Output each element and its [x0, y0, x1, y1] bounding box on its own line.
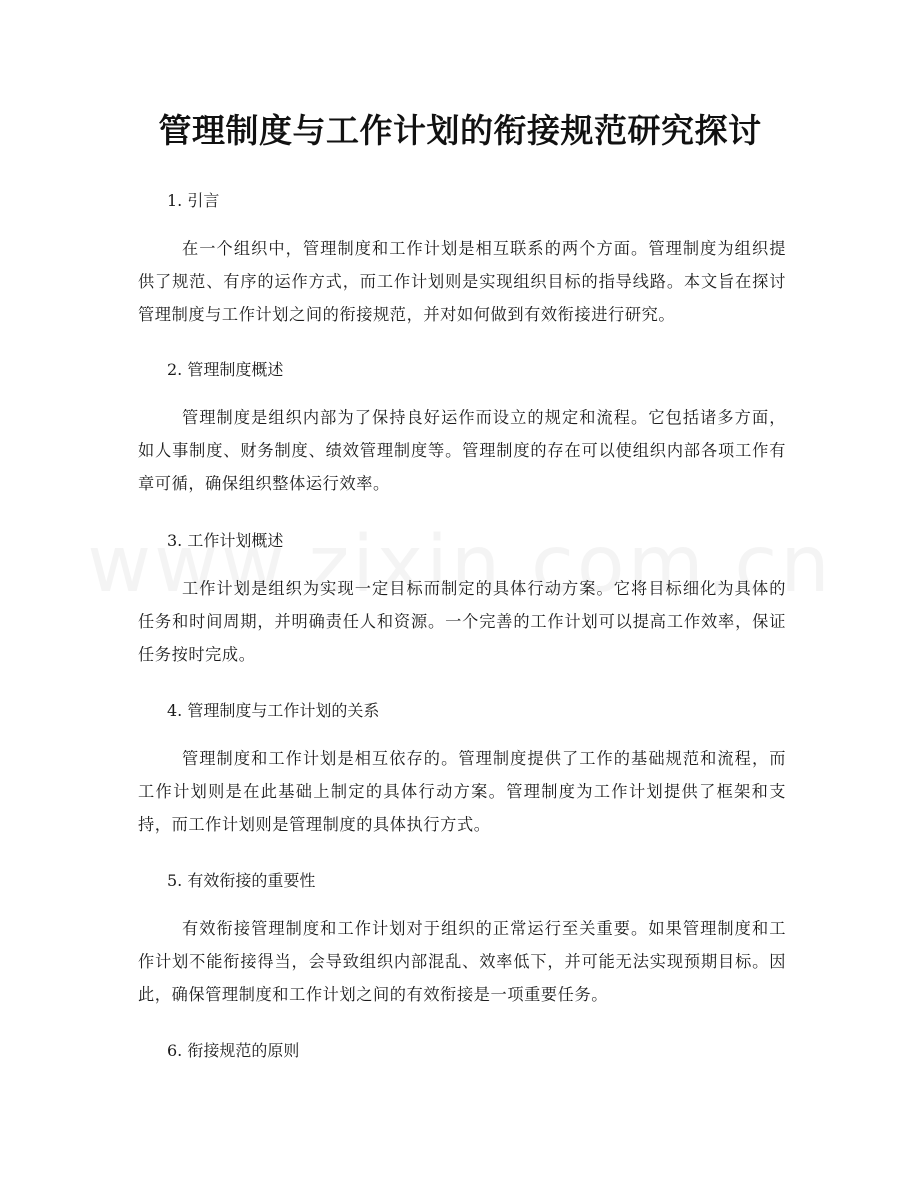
section-body-1: 在一个组织中，管理制度和工作计划是相互联系的两个方面。管理制度为组织提供了规范、有序的运作方式，而工作计划则是实现组织目标的指导线路。本文旨在探讨管理制度与工作计划之间的衔接规范，并对如何做到有效衔接进行研究。	[138, 239, 786, 324]
section-heading-4: 4. 管理制度与工作计划的关系	[167, 701, 380, 720]
section-body-2: 管理制度是组织内部为了保持良好运作而设立的规定和流程。它包括诸多方面，如人事制度、财务制度、绩效管理制度等。管理制度的存在可以使组织内部各项工作有章可循，确保组织整体运行效率。	[138, 408, 786, 493]
section-heading-3: 3. 工作计划概述	[167, 531, 284, 550]
section-heading-6: 6. 衔接规范的原则	[167, 1041, 300, 1060]
section-heading-5: 5. 有效衔接的重要性	[167, 871, 316, 890]
section-heading-2: 2. 管理制度概述	[167, 360, 284, 379]
section-body-4: 管理制度和工作计划是相互依存的。管理制度提供了工作的基础规范和流程，而工作计划则是在此基础上制定的具体行动方案。管理制度为工作计划提供了框架和支持，而工作计划则是管理制度的具体执行方式。	[138, 749, 786, 834]
section-body-5: 有效衔接管理制度和工作计划对于组织的正常运行至关重要。如果管理制度和工作计划不能衔接得当，会导致组织内部混乱、效率低下，并可能无法实现预期目标。因此，确保管理制度和工作计划之间的有效衔接是一项重要任务。	[138, 919, 786, 1004]
document-title: 管理制度与工作计划的衔接规范研究探讨	[158, 111, 762, 150]
section-heading-1: 1. 引言	[167, 191, 220, 210]
section-body-3: 工作计划是组织为实现一定目标而制定的具体行动方案。它将目标细化为具体的任务和时间周期，并明确责任人和资源。一个完善的工作计划可以提高工作效率，保证任务按时完成。	[138, 579, 786, 664]
